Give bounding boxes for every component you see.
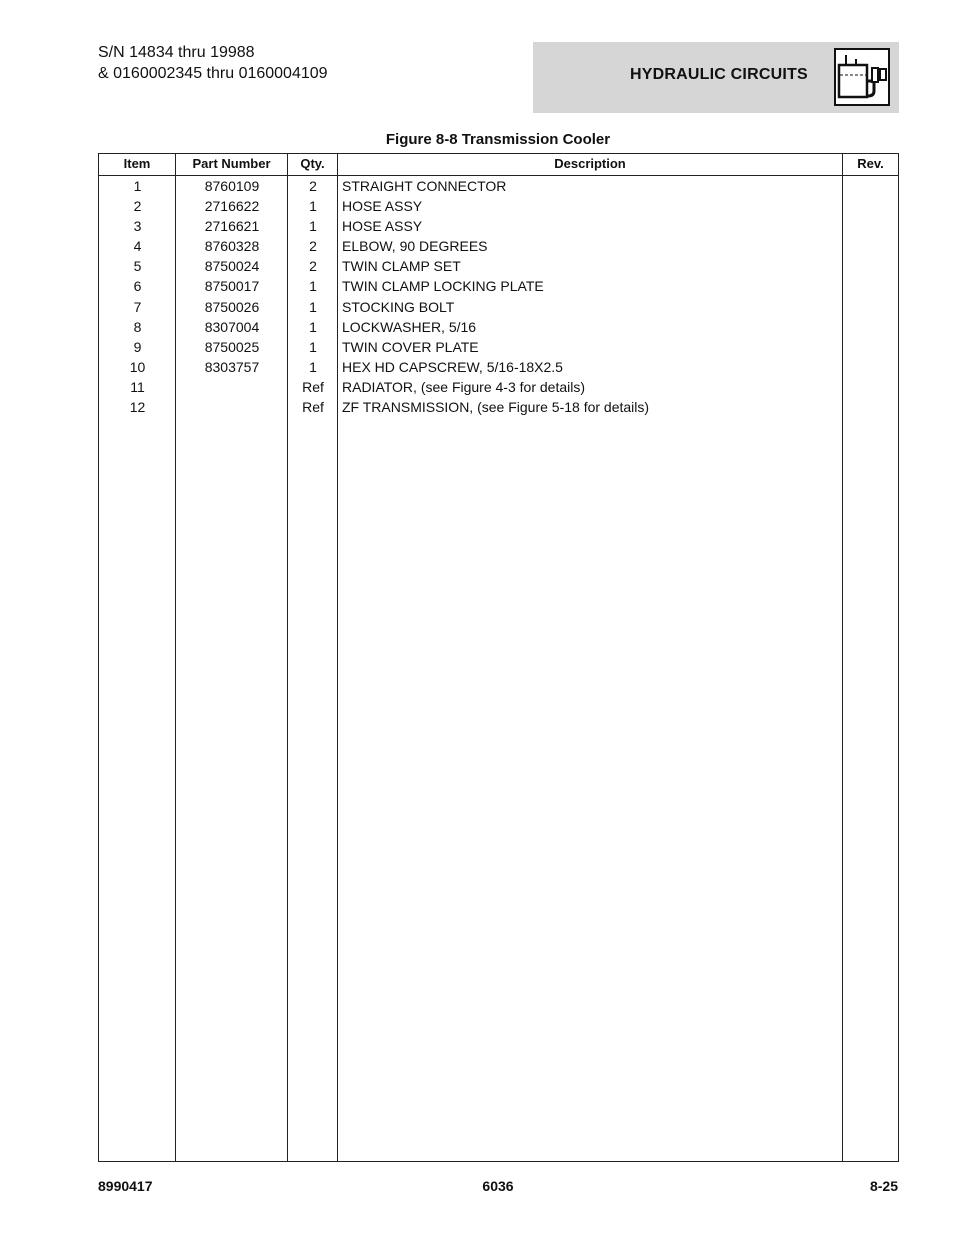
serial-line-2: & 0160002345 thru 0160004109 bbox=[98, 65, 328, 82]
section-tab bbox=[533, 42, 899, 113]
table-row bbox=[99, 296, 898, 316]
item-cell: 3 bbox=[133, 218, 142, 235]
qty-cell: Ref bbox=[302, 399, 324, 416]
parts-table bbox=[98, 153, 899, 1162]
table-row bbox=[99, 255, 898, 275]
table-row bbox=[99, 316, 898, 336]
model-number: 6036 bbox=[482, 1178, 514, 1194]
column-header-qty: Qty. bbox=[300, 156, 325, 171]
table-row bbox=[99, 175, 898, 195]
qty-cell: 1 bbox=[309, 298, 317, 315]
part-number-cell: 8760328 bbox=[204, 238, 260, 255]
description-cell: STOCKING BOLT bbox=[342, 298, 455, 315]
description-cell: ZF TRANSMISSION, (see Figure 5-18 for details) bbox=[342, 399, 650, 416]
item-cell: 10 bbox=[129, 358, 146, 375]
qty-cell: 2 bbox=[309, 178, 317, 194]
item-cell: 11 bbox=[130, 378, 145, 395]
section-title: HYDRAULIC CIRCUITS bbox=[630, 66, 808, 83]
description-cell: HEX HD CAPSCREW, 5/16-18X2.5 bbox=[342, 358, 563, 375]
part-number-cell: 8750017 bbox=[204, 278, 260, 295]
column-header-part-number: Part Number bbox=[192, 156, 271, 171]
table-row bbox=[99, 396, 898, 416]
description-cell: RADIATOR, (see Figure 4-3 for details) bbox=[342, 378, 586, 395]
part-number-cell: 8760109 bbox=[204, 178, 260, 194]
qty-cell: 2 bbox=[309, 258, 317, 275]
description-cell: TWIN COVER PLATE bbox=[342, 338, 479, 355]
qty-cell: 1 bbox=[309, 358, 317, 375]
description-cell: TWIN CLAMP LOCKING PLATE bbox=[342, 278, 544, 295]
item-cell: 1 bbox=[133, 178, 142, 194]
table-row bbox=[99, 376, 898, 396]
qty-cell: 2 bbox=[309, 238, 317, 255]
item-cell: 12 bbox=[129, 399, 146, 416]
serial-number-range bbox=[98, 42, 328, 84]
description-cell: ELBOW, 90 DEGREES bbox=[342, 238, 488, 255]
page-number: 8-25 bbox=[869, 1178, 898, 1194]
description-cell: HOSE ASSY bbox=[342, 218, 423, 235]
table-row bbox=[99, 235, 898, 255]
column-header-item: Item bbox=[123, 156, 151, 171]
description-cell: HOSE ASSY bbox=[342, 198, 423, 215]
table-body bbox=[99, 175, 898, 416]
part-number-cell: 8307004 bbox=[204, 318, 260, 335]
description-cell: STRAIGHT CONNECTOR bbox=[342, 178, 507, 194]
item-cell: 2 bbox=[133, 198, 142, 215]
part-number-cell: 8750026 bbox=[204, 298, 260, 315]
column-header-description: Description bbox=[554, 156, 626, 171]
table-row bbox=[99, 195, 898, 215]
hydraulic-reservoir-icon bbox=[834, 48, 890, 106]
qty-cell: 1 bbox=[309, 278, 317, 295]
table-row bbox=[99, 215, 898, 235]
part-number-cell: 2716622 bbox=[204, 198, 260, 215]
qty-cell: 1 bbox=[309, 198, 317, 215]
part-number-cell: 2716621 bbox=[204, 218, 260, 235]
figure-title: Figure 8-8 Transmission Cooler bbox=[385, 131, 611, 148]
part-number-cell: 8750025 bbox=[204, 338, 260, 355]
qty-cell: 1 bbox=[309, 318, 317, 335]
item-cell: 9 bbox=[133, 338, 142, 355]
description-cell: LOCKWASHER, 5/16 bbox=[342, 318, 477, 335]
column-header-rev: Rev. bbox=[857, 156, 884, 171]
qty-cell: 1 bbox=[309, 338, 317, 355]
document-number: 8990417 bbox=[98, 1178, 153, 1194]
item-cell: 5 bbox=[133, 258, 142, 275]
item-cell: 8 bbox=[133, 318, 142, 335]
item-cell: 7 bbox=[133, 298, 142, 315]
part-number-cell: 8750024 bbox=[204, 258, 260, 275]
table-row bbox=[99, 356, 898, 376]
table-row bbox=[99, 275, 898, 295]
description-cell: TWIN CLAMP SET bbox=[342, 258, 461, 275]
item-cell: 6 bbox=[133, 278, 142, 295]
serial-line-1: S/N 14834 thru 19988 bbox=[98, 44, 255, 61]
part-number-cell: 8303757 bbox=[204, 358, 260, 375]
qty-cell: 1 bbox=[309, 218, 317, 235]
table-row bbox=[99, 336, 898, 356]
qty-cell: Ref bbox=[302, 378, 324, 395]
item-cell: 4 bbox=[133, 238, 142, 255]
